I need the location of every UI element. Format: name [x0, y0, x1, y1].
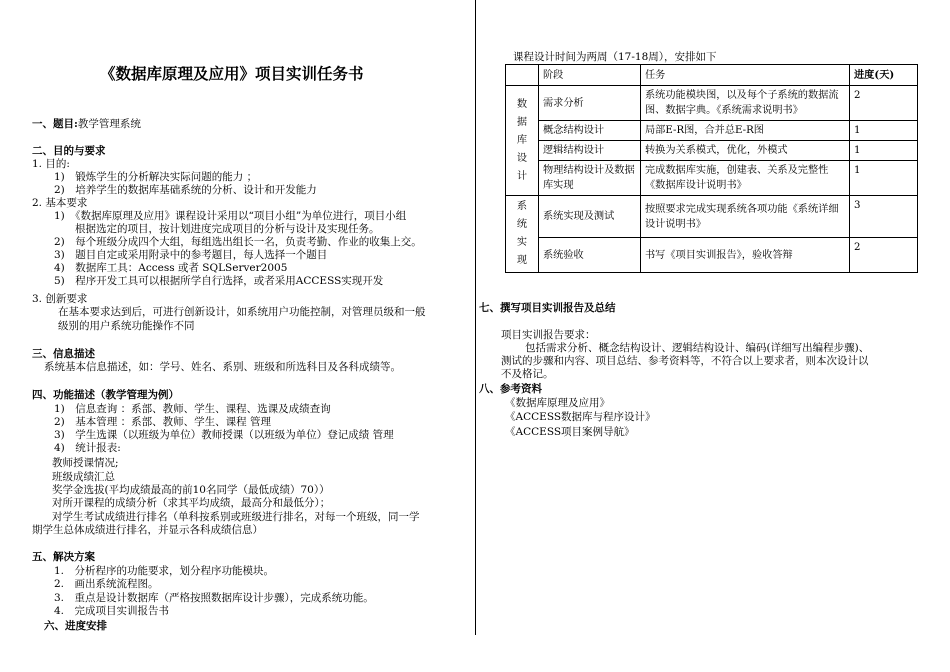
report-requirements-label: 项目实训报告要求：	[501, 329, 596, 341]
group-label-implementation	[506, 196, 539, 273]
days-cell: 2	[850, 86, 918, 121]
section-2-sub1: 1. 目的:	[32, 158, 70, 170]
section-1	[32, 118, 141, 131]
table-row	[506, 141, 918, 161]
phase-cell: 系统验收	[539, 238, 641, 273]
header-cell: 阶段	[539, 65, 641, 86]
task-cell: 书写《项目实训报告》，验收答辩	[641, 238, 850, 273]
section-1-text: 教学管理系统	[77, 118, 141, 130]
text-line: 期学生总体成绩进行排名，并显示各科成绩信息）	[32, 524, 263, 536]
days-cell: 1	[850, 141, 918, 161]
phase-cell: 物理结构设计及数据库实现	[539, 161, 641, 196]
section-2-heading: 二、目的与要求	[32, 145, 106, 157]
document-title: 《数据库原理及应用》项目实训任务书	[100, 64, 364, 83]
days-cell: 3	[850, 196, 918, 238]
table-row	[506, 238, 918, 273]
list-item: 1) 《数据库原理及应用》课程设计采用以“项目小组”为单位进行，项目小组	[54, 210, 407, 222]
section-3-heading: 三、信息描述	[32, 348, 95, 360]
days-cell: 1	[850, 121, 918, 141]
list-item: 3) 题目自定或采用附录中的参考题目，每人选择一个题目	[54, 249, 328, 261]
text-line: 包括需求分析、概念结构设计、逻辑结构设计、编码(详细写出编程步骤)、	[525, 342, 870, 354]
list-item: 4) 统计报表:	[54, 442, 121, 454]
group-char: 库	[516, 134, 528, 146]
phase-cell: 系统实现及测试	[539, 196, 641, 238]
list-item: 1. 分析程序的功能要求，划分程序功能模块。	[54, 565, 275, 577]
text-line: 班级成绩汇总	[52, 471, 115, 483]
group-char: 设	[516, 152, 528, 164]
right-column	[479, 0, 923, 672]
group-label-db-design	[506, 86, 539, 196]
section-4-heading: 四、功能描述（教学管理为例）	[32, 389, 179, 401]
list-item: 3) 学生选课（以班级为单位）教师授课（以班级为单位）登记成绩 管理	[54, 429, 394, 441]
section-5-heading: 五、解决方案	[32, 551, 95, 563]
text-line: 奖学金选拔(平均成绩最高的前10名同学（最低成绩）70））	[52, 484, 330, 496]
text-line: 在基本要求达到后，可进行创新设计，如系统用户功能控制，对管理员级和一般	[58, 306, 426, 318]
section-8-heading: 八、参考资料	[479, 383, 542, 395]
header-cell: 进度(天)	[850, 65, 918, 86]
list-item: 2. 画出系统流程图。	[54, 578, 159, 590]
schedule-intro: 课程设计时间为两周（17-18周），安排如下	[513, 51, 717, 63]
list-item: 1) 锻炼学生的分析解决实际问题的能力 ；	[54, 171, 258, 183]
phase-cell: 需求分析	[539, 86, 641, 121]
table-header-row	[506, 65, 918, 86]
group-char: 现	[516, 255, 528, 266]
section-3-text: 系统基本信息描述，如：学号、姓名、系别、班级和所选科目及各科成绩等。	[44, 361, 401, 373]
task-cell: 转换为关系模式，优化，外模式	[641, 141, 850, 161]
list-item: 2) 基本管理 ：系部、教师、学生、课程 管理	[54, 416, 271, 428]
table-row	[506, 121, 918, 141]
task-cell: 局部E-R图，合并总E-R图	[641, 121, 850, 141]
text-line: 对学生考试成绩进行排名（单科按系别或班级进行排名，对每一个班级，同一学	[52, 511, 420, 523]
schedule-table	[505, 64, 918, 273]
section-1-heading: 一、题目:	[32, 118, 78, 130]
column-divider	[475, 0, 476, 635]
group-char: 数	[516, 98, 528, 110]
section-7-heading: 七、撰写项目实训报告及总结	[479, 302, 616, 314]
table-row	[506, 196, 918, 238]
section-2-sub3: 3. 创新要求	[32, 293, 88, 305]
reference-item: 《ACCESS数据库与程序设计》	[505, 411, 656, 423]
reference-item: 《ACCESS项目案例导航》	[505, 426, 635, 438]
group-char: 系	[516, 201, 528, 212]
list-item: 3. 重点是设计数据库（严格按照数据库设计步骤），完成系统功能。	[54, 592, 374, 604]
left-column	[30, 0, 475, 672]
days-cell: 2	[850, 238, 918, 273]
group-char: 实	[516, 237, 528, 248]
text-line: 不及格记。	[501, 368, 554, 380]
days-cell: 1	[850, 161, 918, 196]
task-cell: 系统功能模块图，以及每个子系统的数据流图、数据字典。《系统需求说明书》	[641, 86, 850, 121]
table-row	[506, 86, 918, 121]
header-blank-cell	[506, 65, 539, 86]
text-line: 对所开课程的成绩分析（求其平均成绩，最高分和最低分）；	[52, 497, 331, 509]
phase-cell: 逻辑结构设计	[539, 141, 641, 161]
group-char: 统	[516, 219, 528, 230]
list-item: 2) 培养学生的数据库基础系统的分析、设计和开发能力	[54, 184, 317, 196]
header-cell: 任务	[641, 65, 850, 86]
group-char: 计	[516, 170, 528, 182]
section-2-sub2: 2. 基本要求	[32, 197, 88, 209]
task-cell: 按照要求完成实现系统各项功能《系统详细设计说明书》	[641, 196, 850, 238]
phase-cell: 概念结构设计	[539, 121, 641, 141]
group-char: 据	[516, 116, 528, 128]
list-item: 根据选定的项目，按计划进度完成项目的分析与设计及实现任务。	[54, 223, 380, 235]
list-item: 4) 数据库工具：Access 或者 SQLServer2005	[54, 262, 288, 274]
section-6-heading: 六、进度安排	[44, 620, 107, 632]
list-item: 4. 完成项目实训报告书	[54, 605, 170, 617]
text-line: 测试的步骤和内容、项目总结、参考资料等，不符合以上要求者，则本次设计以	[501, 355, 869, 367]
reference-item: 《数据库原理及应用》	[505, 397, 610, 409]
table-row	[506, 161, 918, 196]
list-item: 1) 信息查询 ：系部、教师、学生、课程、选课及成绩查询	[54, 403, 331, 415]
list-item: 2) 每个班级分成四个大组，每组选出组长一名，负责考勤、作业的收集上交。	[54, 236, 422, 248]
task-cell: 完成数据库实施，创建表、关系及完整性 《数据库设计说明书》	[641, 161, 850, 196]
text-line: 级别的用户系统功能操作不同	[58, 320, 195, 332]
list-item: 5) 程序开发工具可以根据所学自行选择，或者采用ACCESS实现开发	[54, 275, 384, 287]
text-line: 教师授课情况;	[52, 457, 119, 469]
